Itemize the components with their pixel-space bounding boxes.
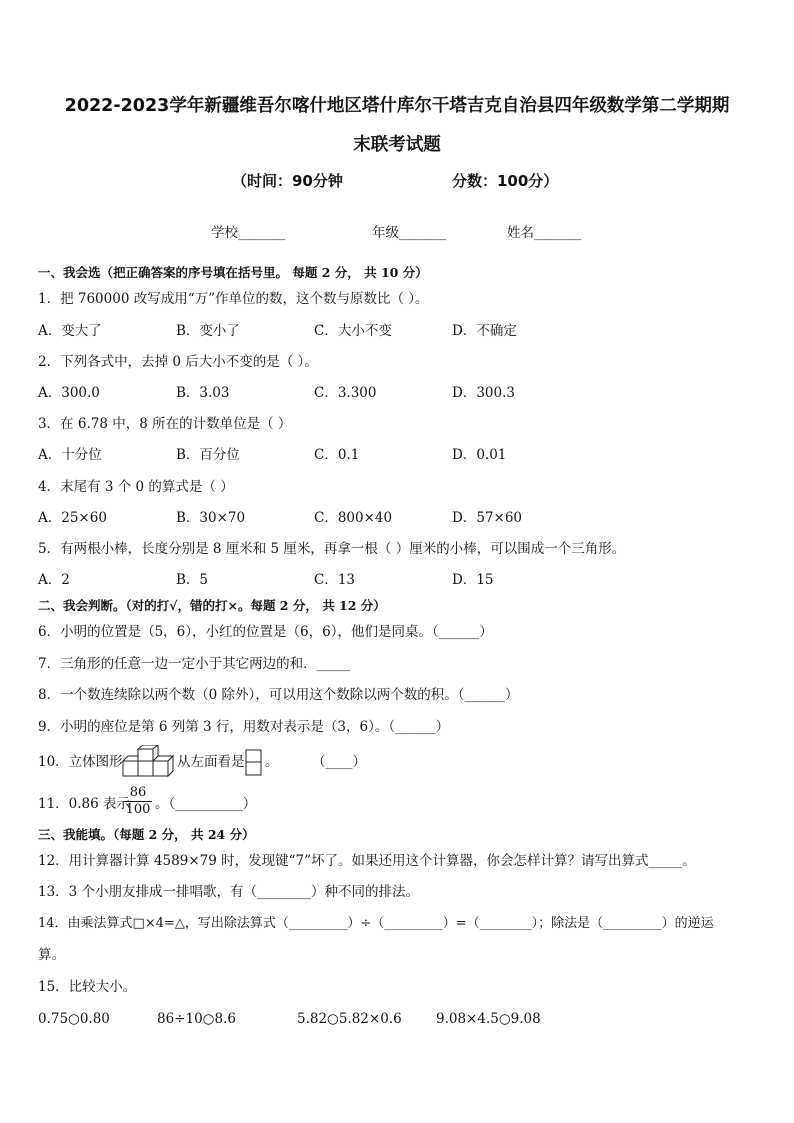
q1-option-d[interactable]: D．不确定 [452,323,517,339]
question-12: 12．用计算器计算 4589×79 时，发现键“7”坏了。如果还用这个计算器，你会怎样计算？请写出算式_____。 [38,853,696,869]
q5-option-c[interactable]: C．13 [314,572,356,588]
question-4: 4．末尾有 3 个 0 的算式是（ ） [38,479,234,495]
q2-option-a[interactable]: A．300.0 [38,385,100,401]
compare-item[interactable]: 5.82○5.82×0.6 [297,1011,402,1027]
question-1: 1．把 760000 改写成用“万”作单位的数，这个数与原数比（ ）。 [38,291,429,307]
q4-option-c[interactable]: C．800×40 [314,510,393,526]
q3-option-d[interactable]: D．0.01 [452,447,507,463]
exam-score: 分数：100分） [452,172,559,190]
question-3: 3．在 6.78 中，8 所在的计数单位是（ ） [38,416,292,432]
question-5: 5．有两根小棒，长度分别是 8 厘米和 5 厘米，再拿一根（ ）厘米的小棒，可以围成一个三角形。 [38,541,626,557]
question-11-part2[interactable]: 。（__________） [155,796,257,812]
question-15: 15．比较大小。 [38,979,137,995]
q1-option-c[interactable]: C．大小不变 [314,323,392,339]
q3-option-b[interactable]: B．百分位 [176,447,240,463]
name-field[interactable]: 姓名_______ [507,225,582,241]
compare-item[interactable]: 86÷10○8.6 [157,1011,236,1027]
compare-item[interactable]: 0.75○0.80 [38,1011,110,1027]
q3-option-c[interactable]: C．0.1 [314,447,360,463]
question-14-line2: 算。 [38,947,65,963]
grade-field[interactable]: 年级_______ [372,225,447,241]
exam-time: （时间：90分钟 [232,172,343,190]
q1-option-a[interactable]: A．变大了 [38,323,102,339]
q1-option-b[interactable]: B．变小了 [176,323,240,339]
q4-option-b[interactable]: B．30×70 [176,510,246,526]
school-field[interactable]: 学校_______ [211,225,286,241]
question-7: 7．三角形的任意一边一定小于其它两边的和．_____ [38,656,351,672]
fraction-denominator: 100 [125,802,151,817]
question-10-part3: 。 [265,754,279,770]
question-13: 13．3 个小朋友排成一排唱歌，有（________）种不同的排法。 [38,884,420,900]
section2-heading: 二、我会判断。（对的打√，错的打×。每题 2 分， 共 12 分） [38,598,386,613]
exam-title-line1: 2022-2023学年新疆维吾尔喀什地区塔什库尔干塔吉克自治县四年级数学第二学期期 [64,96,730,116]
compare-item[interactable]: 9.08×4.5○9.08 [436,1011,541,1027]
section3-heading: 三、我能填。（每题 2 分， 共 24 分） [38,827,255,842]
q5-option-d[interactable]: D．15 [452,572,494,588]
question-10-part2: 从左面看是 [177,754,245,770]
exam-title-line2: 末联考试题 [353,135,441,155]
q5-option-b[interactable]: B．5 [176,572,209,588]
q2-option-d[interactable]: D．300.3 [452,385,515,401]
q2-option-b[interactable]: B．3.03 [176,385,230,401]
q2-option-c[interactable]: C．3.300 [314,385,377,401]
q4-option-d[interactable]: D．57×60 [452,510,522,526]
question-10-blank[interactable]: （____） [312,754,366,770]
question-9: 9．小明的座位是第 6 列第 3 行，用数对表示是（3，6）。（______） [38,719,450,735]
question-6: 6．小明的位置是（5，6），小红的位置是（6，6），他们是同桌。（______） [38,624,493,640]
section1-heading: 一、我会选（把正确答案的序号填在括号里。 每题 2 分， 共 10 分） [38,265,428,280]
cube-solid-figure [120,745,176,781]
fraction-numerator: 86 [129,785,147,800]
left-view-figure [245,749,263,777]
question-10-part1: 10．立体图形 [38,754,123,770]
question-11-part1: 11．0.86 表示 [38,796,131,812]
q3-option-a[interactable]: A．十分位 [38,447,102,463]
question-14-line1: 14．由乘法算式□×4=△，写出除法算式（_________）÷（_________）=（________）；除法是（_________）的逆运 [38,916,714,931]
q5-option-a[interactable]: A．2 [38,572,70,588]
fraction-86-100 [124,785,152,818]
question-2: 2．下列各式中，去掉 0 后大小不变的是（ ）。 [38,354,318,370]
question-8: 8．一个数连续除以两个数（0 除外），可以用这个数除以两个数的积。（______） [38,687,519,703]
q4-option-a[interactable]: A．25×60 [38,510,107,526]
